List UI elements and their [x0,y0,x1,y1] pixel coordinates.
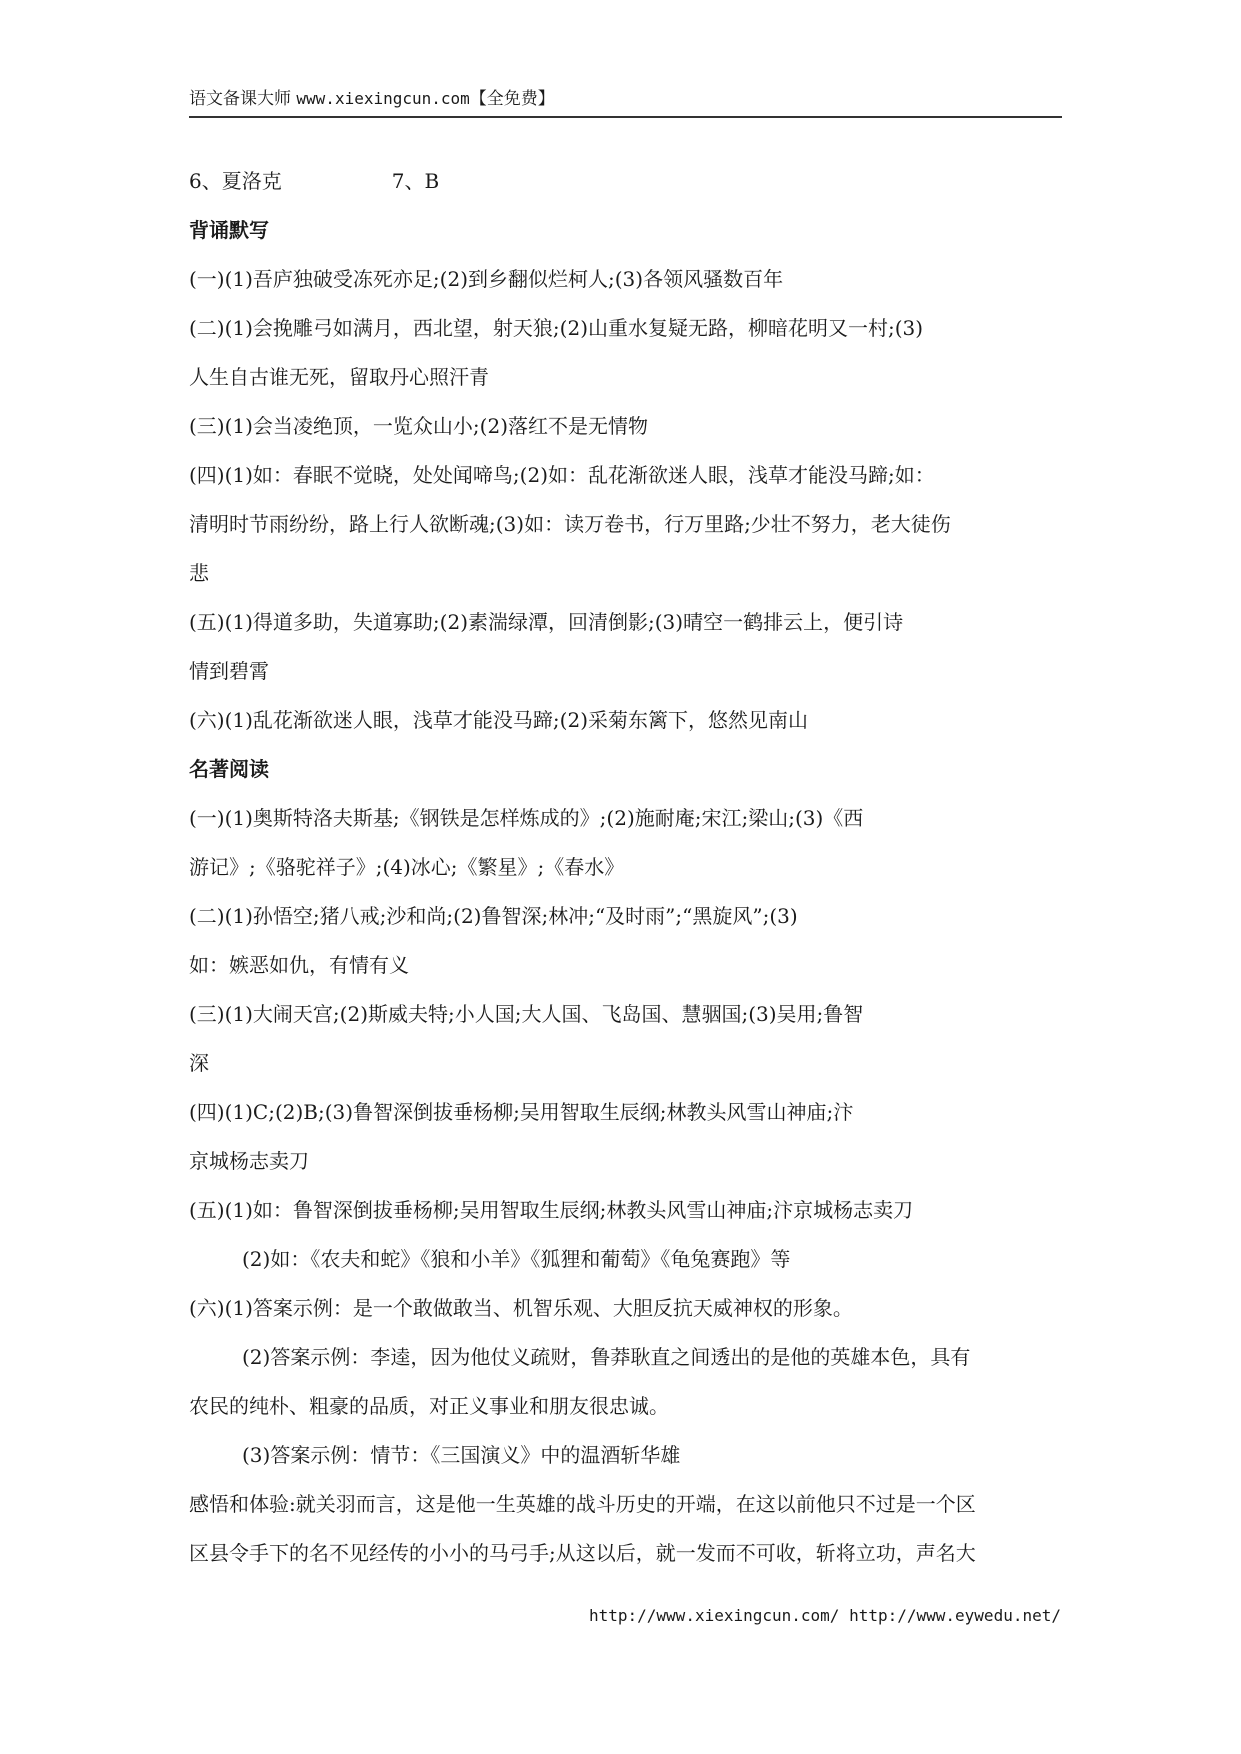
paragraph-line: (一)(1)吾庐独破受冻死亦足;(2)到乡翻似烂柯人;(3)各领风骚数百年 [189,267,784,291]
paragraph-line: 人生自古谁无死，留取丹心照汗青 [189,365,489,389]
header-site-url[interactable]: www.xiexingcun.com [296,89,470,108]
paragraph-line: (三)(1)会当凌绝顶，一览众山小;(2)落红不是无情物 [189,414,649,438]
paragraph-line: (2)答案示例：李逵，因为他仗义疏财，鲁莽耿直之间透出的是他的英雄本色，具有 [242,1345,971,1369]
paragraph-line: (五)(1)得道多助，失道寡助;(2)素湍绿潭，回清倒影;(3)晴空一鹤排云上，便引诗 [189,610,904,634]
header-site-name: 语文备课大师 [189,89,291,109]
answer-6: 6、夏洛克 [189,169,282,193]
header-tag: 【全免费】 [469,89,555,109]
paragraph-line: (三)(1)大闹天宫;(2)斯威夫特;小人国;大人国、飞岛国、慧骃国;(3)吴用;鲁智 [189,1002,864,1026]
document-body [189,157,1062,1578]
paragraph-line: (四)(1)C;(2)B;(3)鲁智深倒拔垂杨柳;吴用智取生辰纲;林教头风雪山神庙;汴 [189,1100,854,1124]
paragraph-line: 游记》;《骆驼祥子》;(4)冰心;《繁星》;《春水》 [189,855,625,879]
page-footer-links[interactable]: http://www.xiexingcun.com/ http://www.eywedu.net/ [588,1606,1061,1625]
paragraph-line: 情到碧霄 [189,659,269,683]
paragraph-line: (二)(1)孙悟空;猪八戒;沙和尚;(2)鲁智深;林冲;“及时雨”;“黑旋风”;(3) [189,904,798,928]
paragraph-line: 如：嫉恶如仇，有情有义 [189,953,409,977]
paragraph-line: (二)(1)会挽雕弓如满月，西北望，射天狼;(2)山重水复疑无路，柳暗花明又一村;(3) [189,316,924,340]
paragraph-line: 清明时节雨纷纷，路上行人欲断魂;(3)如：读万卷书，行万里路;少壮不努力，老大徒伤 [189,512,951,536]
paragraph-line: 悲 [189,561,209,585]
paragraph-line: (3)答案示例：情节：《三国演义》中的温酒斩华雄 [242,1443,681,1467]
header-text [189,86,555,112]
paragraph-line: (五)(1)如：鲁智深倒拔垂杨柳;吴用智取生辰纲;林教头风雪山神庙;汴京城杨志卖刀 [189,1198,914,1222]
paragraph-line: (一)(1)奥斯特洛夫斯基;《钢铁是怎样炼成的》;(2)施耐庵;宋江;梁山;(3)《西 [189,806,864,830]
answer-line-6-7 [189,157,1062,206]
paragraph-line: 农民的纯朴、粗豪的品质，对正义事业和朋友很忠诚。 [189,1394,669,1418]
page-header [189,86,1062,118]
section-heading-recitation: 背诵默写 [189,218,269,242]
paragraph-line: (六)(1)答案示例：是一个敢做敢当、机智乐观、大胆反抗天威神权的形象。 [189,1296,853,1320]
paragraph-line: 感悟和体验:就关羽而言，这是他一生英雄的战斗历史的开端，在这以前他只不过是一个区 [189,1492,976,1516]
paragraph-line: 区县令手下的名不见经传的小小的马弓手;从这以后，就一发而不可收，斩将立功，声名大 [189,1541,976,1565]
paragraph-line: 京城杨志卖刀 [189,1149,309,1173]
paragraph-line: (2)如：《农夫和蛇》《狼和小羊》《狐狸和葡萄》《龟兔赛跑》等 [242,1247,791,1271]
paragraph-line: (六)(1)乱花渐欲迷人眼，浅草才能没马蹄;(2)采菊东篱下，悠然见南山 [189,708,809,732]
paragraph-line: (四)(1)如：春眠不觉晓，处处闻啼鸟;(2)如：乱花渐欲迷人眼，浅草才能没马蹄;如： [189,463,935,487]
answer-7: 7、B [391,169,440,193]
section-heading-classics: 名著阅读 [189,757,269,781]
paragraph-line: 深 [189,1051,209,1075]
